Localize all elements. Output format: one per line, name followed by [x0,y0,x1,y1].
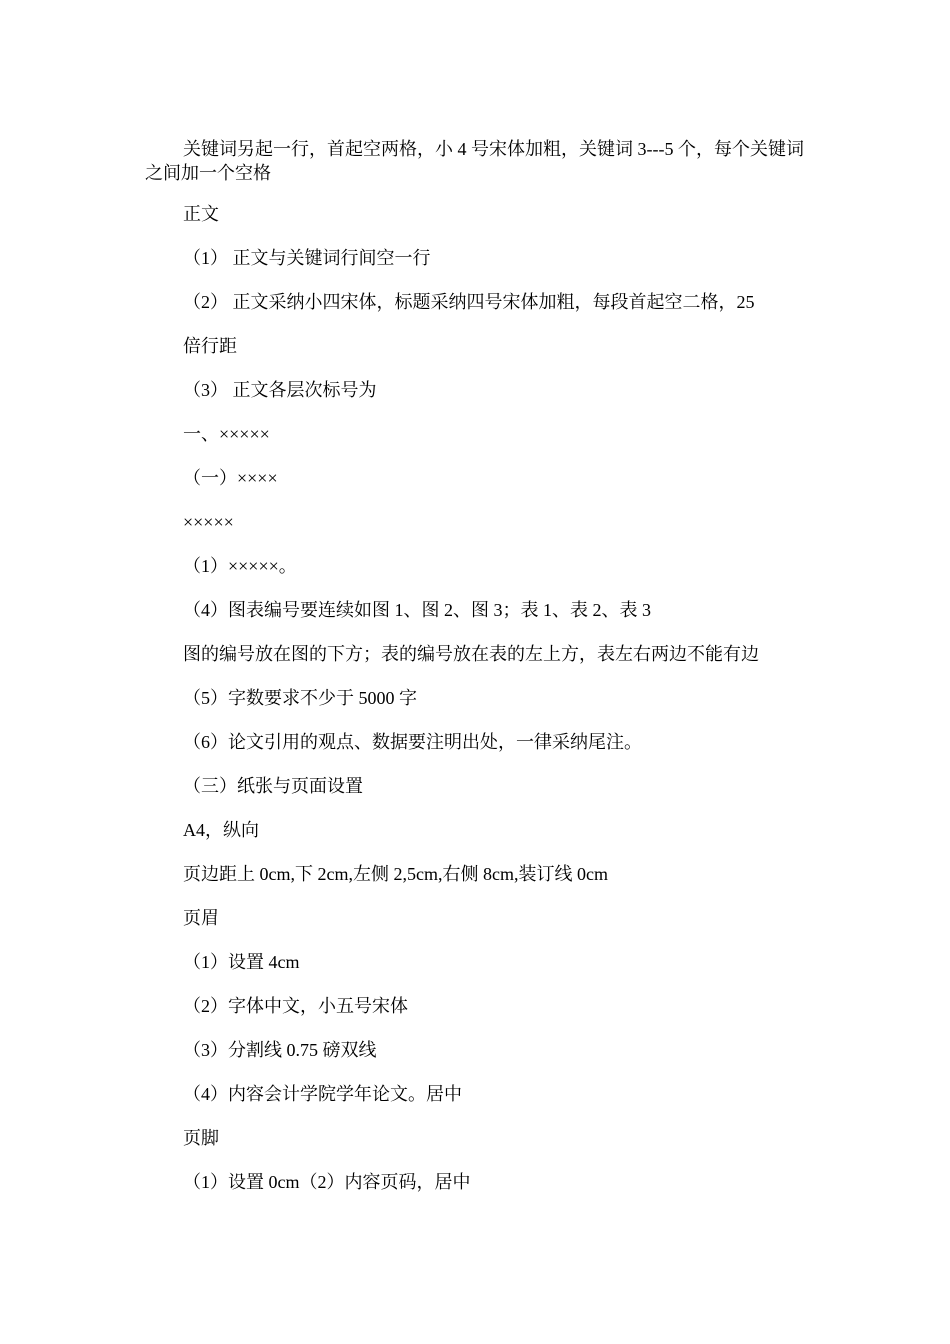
text-line: （1）×××××。 [183,556,297,576]
text-line: 页脚 [183,1128,219,1148]
text-line: （1）设置 0cm（2）内容页码，居中 [183,1172,471,1192]
text-line: ××××× [183,512,234,532]
text-line: 页边距上 0cm,下 2cm,左侧 2,5cm,右侧 8cm,装订线 0cm [183,864,608,884]
text-line: （1）设置 4cm [183,952,300,972]
text-line: 倍行距 [183,336,237,356]
text-line: 一、××××× [183,424,270,444]
text-line: A4，纵向 [183,820,259,840]
section-heading-main-text: 正文 [183,204,219,224]
text-line: （4）图表编号要连续如图 1、图 2、图 3；表 1、表 2、表 3 [183,600,651,620]
text-line: （6）论文引用的观点、数据要注明出处，一律采纳尾注。 [183,732,642,752]
section-heading-paper-setup: （三）纸张与页面设置 [183,776,363,796]
text-line: （1） 正文与关键词行间空一行 [183,248,431,268]
text-line: 页眉 [183,908,219,928]
text-line: （3） 正文各层次标号为 [183,380,377,400]
text-line: （2） 正文采纳小四宋体，标题采纳四号宋体加粗，每段首起空二格，25 [183,292,755,312]
text-line: （4）内容会计学院学年论文。居中 [183,1084,462,1104]
text-line: （3）分割线 0.75 磅双线 [183,1040,377,1060]
text-line: （2）字体中文，小五号宋体 [183,996,408,1016]
text-line: 图的编号放在图的下方；表的编号放在表的左上方，表左右两边不能有边 [183,644,759,664]
text-line: （一）×××× [183,468,278,488]
keyword-paragraph: 关键词另起一行，首起空两格，小 4 号宋体加粗，关键词 3---5 个，每个关键词之间加一个空格 [145,139,804,183]
text-line: （5）字数要求不少于 5000 字 [183,688,417,708]
